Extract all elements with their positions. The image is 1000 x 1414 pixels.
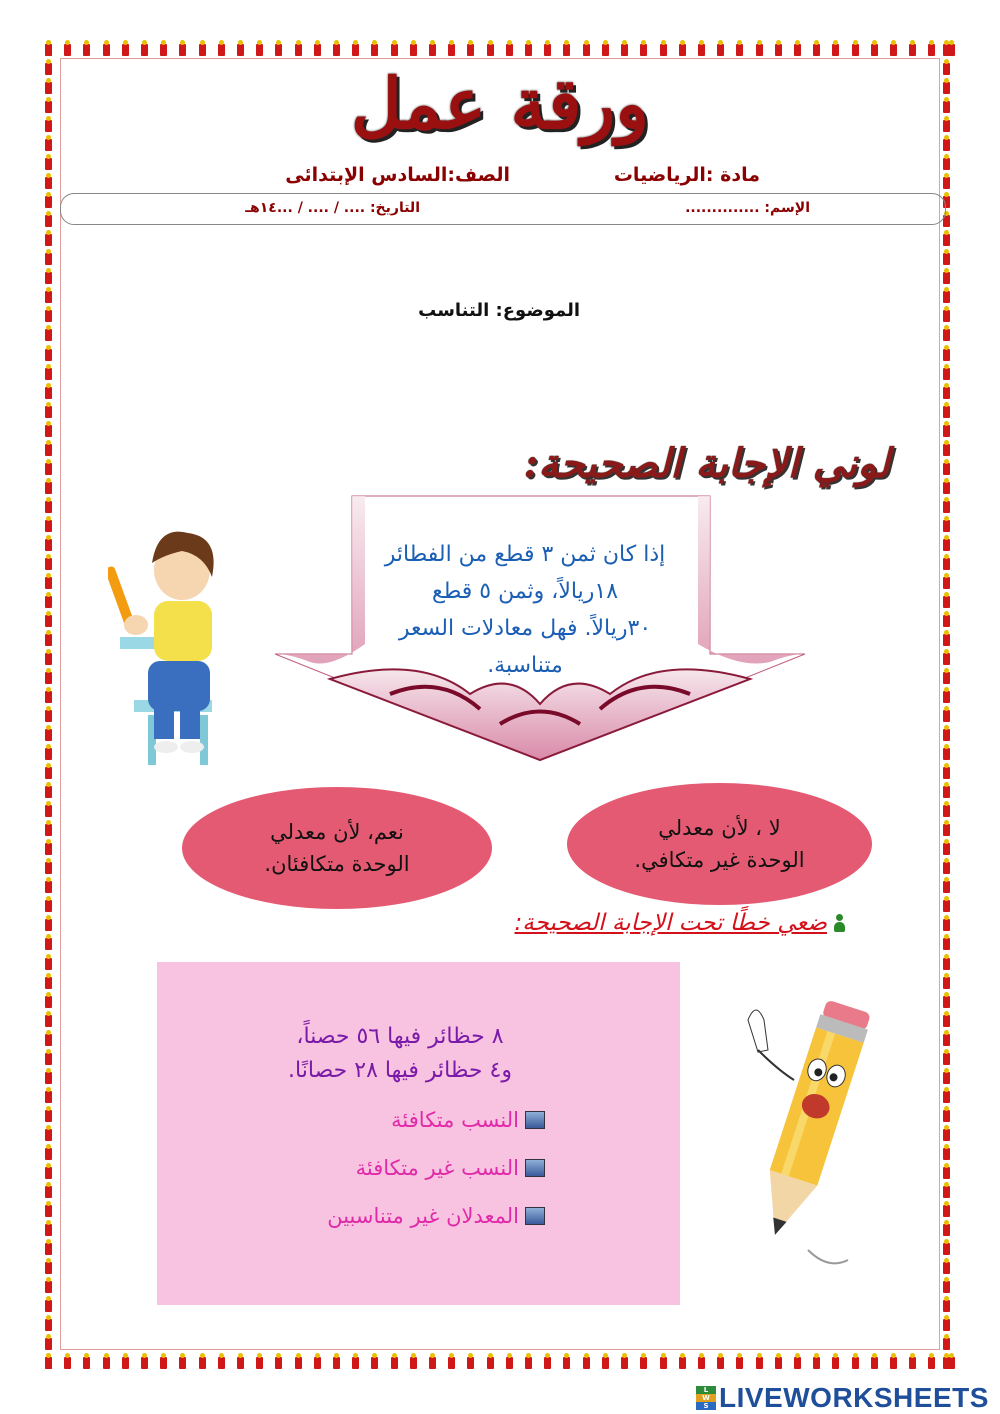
border-ornament [942, 1049, 951, 1065]
border-ornament [294, 40, 303, 56]
border-ornament [562, 1353, 571, 1369]
border-ornament [63, 1353, 72, 1369]
border-ornament [601, 1353, 610, 1369]
border-ornament [63, 40, 72, 56]
border-ornament [774, 1353, 783, 1369]
border-ornament [44, 97, 53, 113]
border-ornament [44, 706, 53, 722]
border-ornament [44, 1182, 53, 1198]
border-ornament [486, 1353, 495, 1369]
border-ornament [44, 554, 53, 570]
date-field[interactable]: التاريخ: .... / .... / ...١٤هـ [245, 200, 420, 216]
border-ornament [562, 40, 571, 56]
border-ornament [44, 1334, 53, 1350]
border-ornament [44, 744, 53, 760]
border-ornament [678, 40, 687, 56]
name-field[interactable]: الإسم: .............. [685, 200, 810, 216]
border-ornament [44, 402, 53, 418]
border-ornament [274, 1353, 283, 1369]
border-ornament [942, 1201, 951, 1217]
border-ornament [942, 421, 951, 437]
border-ornament [198, 40, 207, 56]
border-ornament [942, 668, 951, 684]
border-ornament [942, 383, 951, 399]
border-ornament [44, 649, 53, 665]
border-ornament [942, 649, 951, 665]
border-ornament [851, 1353, 860, 1369]
border-ornament [44, 497, 53, 513]
border-ornament [942, 1106, 951, 1122]
option-label: المعدلان غير متناسبين [327, 1204, 519, 1228]
border-ornament [942, 763, 951, 779]
border-ornament [678, 1353, 687, 1369]
border-ornament [942, 516, 951, 532]
border-ornament [44, 192, 53, 208]
border-ornament [942, 1068, 951, 1084]
border-ornament [505, 1353, 514, 1369]
border-ornament [942, 877, 951, 893]
answer-yes-ellipse[interactable] [182, 787, 492, 909]
border-ornament [44, 1353, 53, 1369]
border-ornament [774, 40, 783, 56]
border-ornament [428, 1353, 437, 1369]
border-ornament [44, 306, 53, 322]
border-ornament [159, 1353, 168, 1369]
border-ornament [942, 1144, 951, 1160]
border-ornament [140, 1353, 149, 1369]
border-ornament [44, 1220, 53, 1236]
options-list [270, 1108, 545, 1228]
border-ornament [44, 858, 53, 874]
border-ornament [942, 440, 951, 456]
border-ornament [44, 440, 53, 456]
border-ornament [313, 1353, 322, 1369]
border-ornament [659, 40, 668, 56]
border-ornament [140, 40, 149, 56]
border-ornament [44, 725, 53, 741]
border-ornament [942, 1087, 951, 1103]
border-ornament [942, 497, 951, 513]
border-ornament [582, 1353, 591, 1369]
border-ornament [927, 40, 936, 56]
border-ornament [44, 839, 53, 855]
question-line: إذا كان ثمن ٣ قطع من الفطائر [384, 542, 666, 567]
brand-logo-icon: L W S [696, 1386, 716, 1410]
person-icon [833, 914, 845, 932]
border-ornament [466, 40, 475, 56]
border-ornament [44, 1087, 53, 1103]
border-ornament [44, 1163, 53, 1179]
border-ornament [543, 1353, 552, 1369]
border-ornament [942, 1125, 951, 1141]
border-ornament [870, 1353, 879, 1369]
border-ornament [390, 1353, 399, 1369]
border-ornament [44, 1011, 53, 1027]
border-ornament [620, 40, 629, 56]
border-ornament [716, 1353, 725, 1369]
border-ornament [466, 1353, 475, 1369]
option-label: النسب متكافئة [391, 1108, 519, 1132]
border-ornament [44, 325, 53, 341]
border-ornament [44, 1049, 53, 1065]
border-ornament [889, 1353, 898, 1369]
border-ornament [178, 40, 187, 56]
border-ornament [942, 896, 951, 912]
border-ornament [390, 40, 399, 56]
border-ornament [409, 40, 418, 56]
border-ornament [82, 40, 91, 56]
border-ornament [44, 1144, 53, 1160]
section1-question [360, 536, 690, 684]
border-ornament [332, 1353, 341, 1369]
border-ornament [659, 1353, 668, 1369]
border-ornament [44, 59, 53, 75]
border-ornament [942, 345, 951, 361]
border-ornament [942, 592, 951, 608]
border-ornament [755, 1353, 764, 1369]
section2-heading-row [420, 910, 845, 936]
border-ornament [44, 1068, 53, 1084]
question-line: متناسبة. [487, 653, 563, 678]
border-ornament [332, 40, 341, 56]
border-ornament [697, 1353, 706, 1369]
border-ornament [942, 1296, 951, 1312]
border-ornament [102, 1353, 111, 1369]
border-ornament [44, 611, 53, 627]
question2-line: و٤ حظائر فيها ٢٨ حصانًا. [288, 1058, 512, 1083]
border-ornament [274, 40, 283, 56]
border-ornament [942, 706, 951, 722]
border-ornament [942, 364, 951, 380]
border-ornament [44, 211, 53, 227]
border-ornament [793, 1353, 802, 1369]
border-ornament [942, 801, 951, 817]
border-ornament [831, 40, 840, 56]
option-item[interactable] [270, 1108, 545, 1132]
border-ornament [44, 896, 53, 912]
border-ornament [942, 554, 951, 570]
border-ornament [159, 40, 168, 56]
border-ornament [44, 763, 53, 779]
border-ornament [44, 173, 53, 189]
border-ornament [942, 59, 951, 75]
border-ornament [942, 1220, 951, 1236]
border-ornament [942, 1334, 951, 1350]
border-ornament [942, 287, 951, 303]
border-ornament [44, 954, 53, 970]
border-ornament [44, 478, 53, 494]
border-ornament [121, 1353, 130, 1369]
border-ornament [942, 915, 951, 931]
border-ornament [942, 535, 951, 551]
subject-label: مادة :الرياضيات [613, 164, 760, 186]
border-ornament [44, 1201, 53, 1217]
border-ornament [942, 1239, 951, 1255]
border-ornament [942, 1277, 951, 1293]
border-ornament [44, 782, 53, 798]
border-ornament [447, 40, 456, 56]
border-ornament [793, 40, 802, 56]
border-ornament [942, 820, 951, 836]
border-ornament [812, 40, 821, 56]
border-ornament [755, 40, 764, 56]
answer-no-ellipse[interactable] [567, 783, 872, 905]
border-ornament [908, 40, 917, 56]
border-ornament [716, 40, 725, 56]
border-ornament [942, 1011, 951, 1027]
border-ornament [370, 40, 379, 56]
decorative-border-top [44, 40, 956, 56]
border-ornament [889, 40, 898, 56]
border-ornament [620, 1353, 629, 1369]
border-ornament [44, 535, 53, 551]
answer-yes-line: نعم، لأن معدلي [270, 820, 404, 844]
border-ornament [870, 40, 879, 56]
border-ornament [44, 40, 53, 56]
border-ornament [942, 116, 951, 132]
border-ornament [44, 459, 53, 475]
border-ornament [44, 1296, 53, 1312]
border-ornament [942, 687, 951, 703]
border-ornament [44, 364, 53, 380]
border-ornament [44, 268, 53, 284]
border-ornament [44, 1258, 53, 1274]
border-ornament [831, 1353, 840, 1369]
border-ornament [942, 1182, 951, 1198]
decorative-border-left [44, 40, 53, 1370]
section1-heading: لوني الإجابة الصحيحة: [523, 440, 890, 487]
border-ornament [524, 40, 533, 56]
border-ornament [351, 40, 360, 56]
border-ornament [942, 630, 951, 646]
border-ornament [601, 40, 610, 56]
border-ornament [524, 1353, 533, 1369]
border-ornament [942, 173, 951, 189]
border-ornament [44, 573, 53, 589]
border-ornament [942, 1163, 951, 1179]
border-ornament [217, 40, 226, 56]
border-ornament [44, 516, 53, 532]
grade-label: الصف:السادس الإبتدائى [285, 164, 510, 186]
border-ornament [44, 934, 53, 950]
border-ornament [812, 1353, 821, 1369]
border-ornament [44, 135, 53, 151]
border-ornament [942, 573, 951, 589]
folder-icon [525, 1111, 545, 1129]
border-ornament [217, 1353, 226, 1369]
border-ornament [44, 630, 53, 646]
border-ornament [543, 40, 552, 56]
border-ornament [44, 820, 53, 836]
border-ornament [44, 1277, 53, 1293]
border-ornament [942, 839, 951, 855]
border-ornament [255, 1353, 264, 1369]
border-ornament [505, 40, 514, 56]
border-ornament [942, 744, 951, 760]
border-ornament [942, 40, 951, 56]
border-ornament [942, 934, 951, 950]
border-ornament [351, 1353, 360, 1369]
border-ornament [44, 973, 53, 989]
border-ornament [44, 249, 53, 265]
border-ornament [44, 992, 53, 1008]
brand-name[interactable]: LIVEWORKSHEETS [719, 1382, 989, 1413]
border-ornament [44, 116, 53, 132]
border-ornament [639, 40, 648, 56]
decorative-border-right [942, 40, 951, 1370]
border-ornament [942, 782, 951, 798]
border-ornament [582, 40, 591, 56]
border-ornament [44, 687, 53, 703]
border-ornament [942, 268, 951, 284]
border-ornament [44, 230, 53, 246]
worksheet-title: ورقة عمل [350, 62, 650, 145]
answer-no-line: لا ، لأن معدلي [658, 816, 781, 840]
border-ornament [942, 858, 951, 874]
border-ornament [927, 1353, 936, 1369]
border-ornament [942, 478, 951, 494]
border-ornament [82, 1353, 91, 1369]
answer-yes-line: الوحدة متكافئان. [264, 852, 410, 876]
border-ornament [44, 1315, 53, 1331]
border-ornament [942, 78, 951, 94]
border-ornament [102, 40, 111, 56]
border-ornament [409, 1353, 418, 1369]
option-item[interactable] [270, 1204, 545, 1228]
border-ornament [44, 1030, 53, 1046]
border-ornament [178, 1353, 187, 1369]
border-ornament [942, 249, 951, 265]
border-ornament [121, 40, 130, 56]
border-ornament [942, 954, 951, 970]
border-ornament [486, 40, 495, 56]
question-line: ١٨ريالاً، وثمن ٥ قطع [431, 579, 619, 604]
option-item[interactable] [270, 1156, 545, 1180]
question-line: ٣٠ريالاً. فهل معادلات السعر [398, 616, 652, 641]
decorative-border-bottom [44, 1353, 956, 1369]
border-ornament [942, 97, 951, 113]
border-ornament [851, 40, 860, 56]
border-ornament [942, 725, 951, 741]
border-ornament [735, 1353, 744, 1369]
border-ornament [44, 154, 53, 170]
border-ornament [942, 1353, 951, 1369]
border-ornament [942, 154, 951, 170]
border-ornament [942, 611, 951, 627]
border-ornament [236, 40, 245, 56]
border-ornament [942, 306, 951, 322]
border-ornament [44, 421, 53, 437]
border-ornament [942, 992, 951, 1008]
border-ornament [942, 1258, 951, 1274]
topic-label: الموضوع: التناسب [418, 300, 580, 321]
border-ornament [44, 1125, 53, 1141]
question2-line: ٨ حظائر فيها ٥٦ حصناً، [296, 1024, 504, 1049]
border-ornament [942, 459, 951, 475]
border-ornament [44, 1106, 53, 1122]
border-ornament [942, 135, 951, 151]
folder-icon [525, 1207, 545, 1225]
border-ornament [198, 1353, 207, 1369]
border-ornament [942, 973, 951, 989]
border-ornament [44, 877, 53, 893]
section2-heading: ضعي خطًا تحت الإجابة الصحيحة: [514, 910, 827, 936]
border-ornament [370, 1353, 379, 1369]
border-ornament [44, 287, 53, 303]
border-ornament [942, 402, 951, 418]
pencil-character-illustration [738, 990, 878, 1280]
border-ornament [908, 1353, 917, 1369]
border-ornament [313, 40, 322, 56]
border-ornament [942, 325, 951, 341]
section2-question [250, 1020, 550, 1088]
border-ornament [428, 40, 437, 56]
border-ornament [44, 592, 53, 608]
border-ornament [942, 230, 951, 246]
border-ornament [44, 345, 53, 361]
border-ornament [44, 383, 53, 399]
border-ornament [44, 915, 53, 931]
name-date-bar [60, 193, 946, 225]
footer-brand [696, 1382, 989, 1414]
border-ornament [294, 1353, 303, 1369]
border-ornament [942, 1030, 951, 1046]
border-ornament [639, 1353, 648, 1369]
border-ornament [942, 1315, 951, 1331]
folder-icon [525, 1159, 545, 1177]
border-ornament [735, 40, 744, 56]
answer-no-line: الوحدة غير متكافي. [634, 848, 805, 872]
border-ornament [44, 1239, 53, 1255]
border-ornament [236, 1353, 245, 1369]
border-ornament [44, 78, 53, 94]
option-label: النسب غير متكافئة [355, 1156, 519, 1180]
border-ornament [44, 801, 53, 817]
border-ornament [697, 40, 706, 56]
border-ornament [447, 1353, 456, 1369]
border-ornament [44, 668, 53, 684]
boy-writing-illustration [108, 515, 226, 770]
border-ornament [255, 40, 264, 56]
